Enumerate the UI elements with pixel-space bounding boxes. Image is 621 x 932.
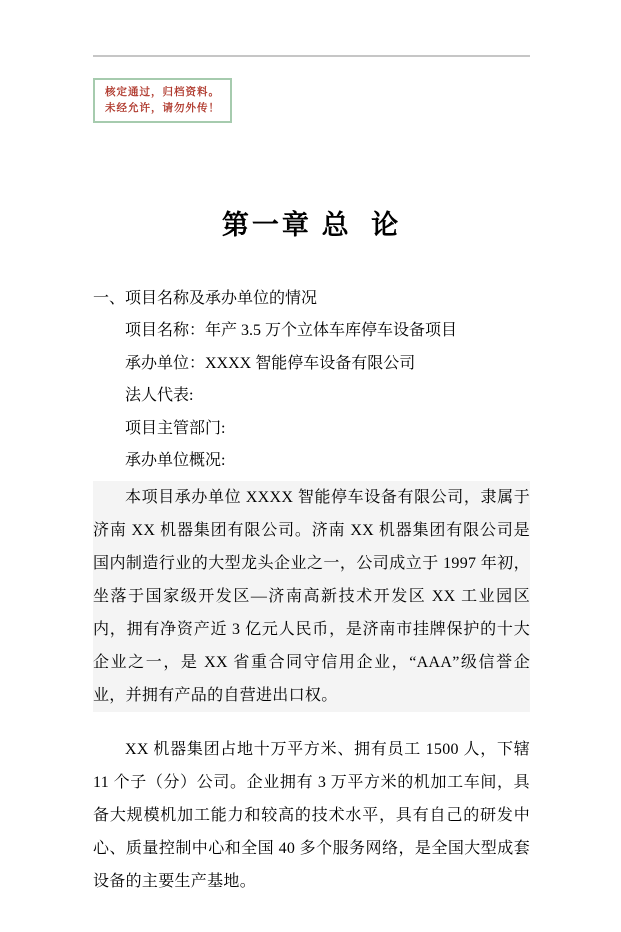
paragraph-company-intro-highlighted: 本项目承办单位 XXXX 智能停车设备有限公司，隶属于济南 XX 机器集团有限公司。济南 XX 机器集团有限公司是国内制造行业的大型龙头企业之一，公司成立于 1997 年初，坐落于国家级开发区—济南高新技术开发区 XX 工业园区内，拥有净资产近 3 亿元人民币，是济南市挂牌保护的十大企业之一，是 XX 省重合同守信用企业，“AAA”级信誉企业，并拥有产品的自营进出口权。 <box>93 481 530 712</box>
stamp-line-2: 未经允许，请勿外传！ <box>105 102 220 114</box>
info-line-legal-representative: 法人代表: <box>125 387 194 405</box>
chapter-title: 第一章 总 论 <box>221 210 402 240</box>
header-divider <box>93 55 530 57</box>
section-heading: 一、项目名称及承办单位的情况 <box>93 290 318 307</box>
stamp-line-1: 核定通过，归档资料。 <box>105 86 220 98</box>
document-page <box>0 55 621 898</box>
info-line-project-name: 项目名称：年产 3.5 万个立体车库停车设备项目 <box>125 322 458 339</box>
paragraph-group-overview: XX 机器集团占地十万平方米、拥有员工 1500 人，下辖 11 个子（分）公司。企业拥有 3 万平方米的机加工车间，具备大规模机加工能力和较高的技术水平，具有自己的研发中心、质量控制中心和全国 40 多个服务网络，是全国大型成套设备的主要生产基地。 <box>93 740 530 890</box>
info-line-undertaker: 承办单位：XXXX 智能停车设备有限公司 <box>125 354 416 372</box>
confidential-stamp <box>93 78 232 123</box>
info-line-overview: 承办单位概况: <box>125 452 226 470</box>
info-line-authority: 项目主管部门: <box>125 419 226 437</box>
